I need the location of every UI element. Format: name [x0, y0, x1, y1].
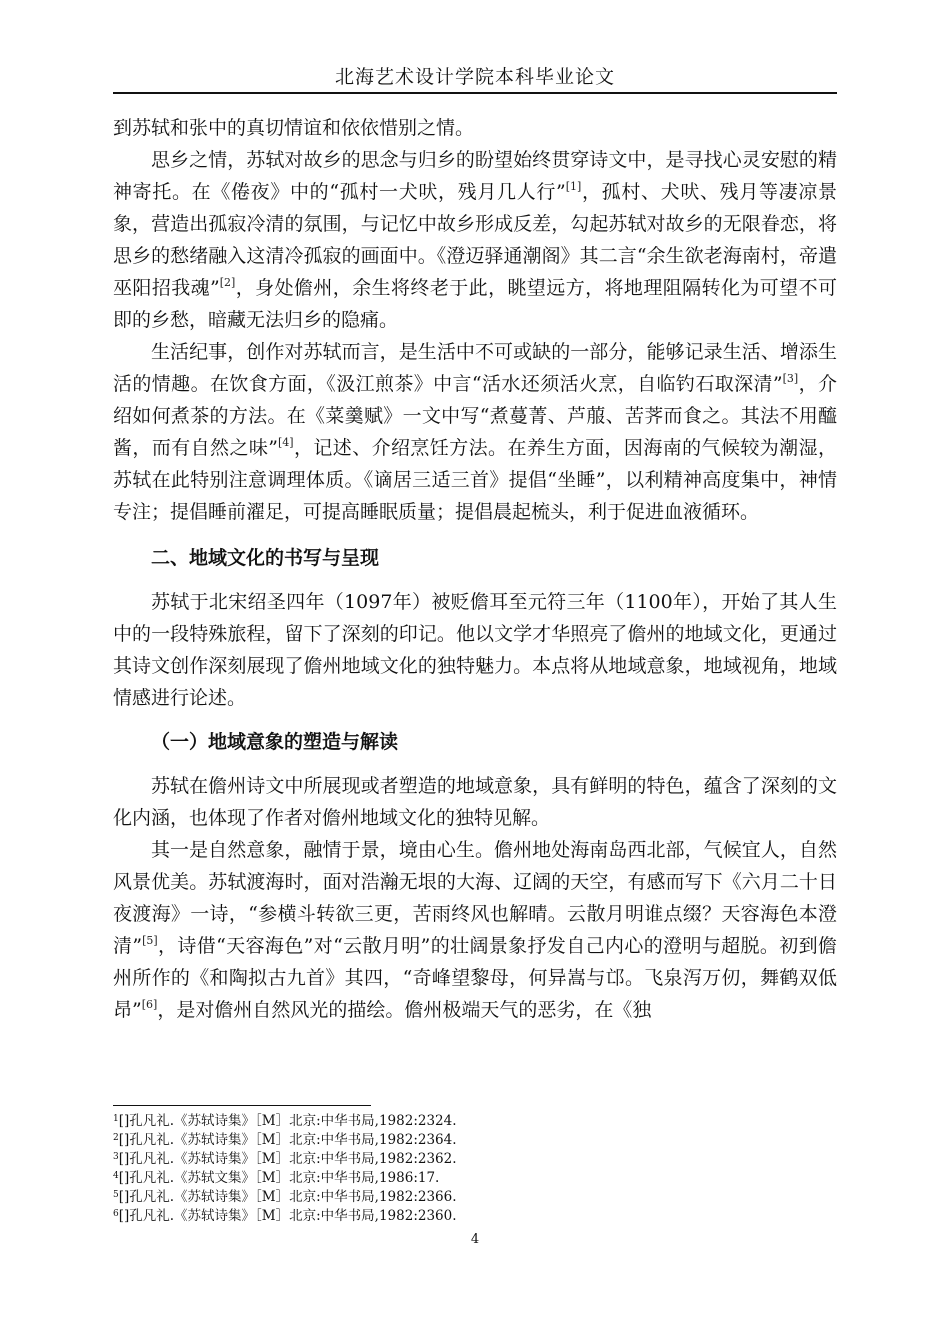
footnote-item — [113, 1169, 837, 1188]
running-header: 北海艺术设计学院本科毕业论文 — [334, 66, 615, 88]
text-run: ，身处儋州，余生将终老于此，眺望远方，将地理阻隔转化为可望不可即的乡愁，暗藏无法归乡的隐痛。 — [113, 277, 837, 331]
citation-ref-6[interactable]: [6] — [141, 998, 158, 1011]
citation-ref-3[interactable]: [3] — [782, 372, 799, 385]
footnote-text: []孔凡礼.《苏轼诗集》［M］北京:中华书局,1982:2362. — [118, 1151, 457, 1167]
subsection-heading: （一）地域意象的塑造与解读 — [151, 731, 399, 753]
paragraph-imagery-intro: 苏轼在儋州诗文中所展现或者塑造的地域意象，具有鲜明的特色，蕴含了深刻的文化内涵，也体现了作者对儋州地域文化的独特见解。 — [113, 775, 837, 829]
footnote-text: []孔凡礼.《苏轼诗集》［M］北京:中华书局,1982:2366. — [118, 1189, 457, 1205]
footnote-item — [113, 1207, 837, 1226]
footnote-number: 6 — [113, 1209, 119, 1219]
text-run: 其一是自然意象，融情于景，境由心生。儋州地处海南岛西北部，气候宜人，自然风景优美。苏轼渡海时，面对浩瀚无垠的大海、辽阔的天空，有感而写下《六月二十日夜渡海》一诗，“参横斗转欲三更，苦雨终风也解晴。云散月明谁点缀？天容海色本澄清” — [113, 839, 837, 957]
paragraph-section-intro: 苏轼于北宋绍圣四年（1097年）被贬儋耳至元符三年（1100年），开始了其人生中的一段特殊旅程，留下了深刻的印记。他以文学才华照亮了儋州的地域文化，更通过其诗文创作深刻展现了儋州地域文化的独特魅力。本点将从地域意象，地域视角，地域情感进行论述。 — [113, 591, 837, 709]
footnote-number: 3 — [113, 1152, 119, 1162]
text-run: ，记述、介绍烹饪方法。在养生方面，因海南的气候较为潮湿，苏轼在此特别注意调理体质。《谪居三适三首》提倡“坐睡”，以利精神高度集中，神情专注；提倡睡前濯足，可提高睡眠质量；提倡晨起梳头，利于促进血液循环。 — [113, 437, 837, 523]
footnote-number: 2 — [113, 1133, 119, 1143]
footnote-item — [113, 1131, 837, 1150]
paragraph-continuation — [113, 112, 837, 144]
spacer — [113, 758, 837, 770]
spacer — [113, 574, 837, 586]
text-run: ，诗借“天容海色”对“云散月明”的壮阔景象抒发自己内心的澄明与超脱。初到儋州所作的《和陶拟古九首》其四，“奇峰望黎母，何异嵩与邙。飞泉泻万仞，舞鹤双低昂” — [113, 935, 837, 1021]
text-run: 到苏轼和张中的真切情谊和依依惜别之情。 — [113, 117, 475, 139]
footnotes — [113, 1112, 837, 1226]
text-run: 生活纪事，创作对苏轼而言，是生活中不可或缺的一部分，能够记录生活、增添生活的情趣。在饮食方面，《汲江煎茶》中言“活水还须活火烹，自临钓石取深清” — [113, 341, 837, 395]
footnote-item — [113, 1112, 837, 1131]
text-run: ，是对儋州自然风光的描绘。儋州极端天气的恶劣，在《独 — [157, 999, 652, 1021]
citation-ref-4[interactable]: [4] — [277, 436, 294, 449]
footnote-text: []孔凡礼.《苏轼文集》［M］北京:中华书局,1986:17. — [118, 1170, 440, 1186]
paragraph-daily-life — [113, 336, 837, 528]
citation-ref-5[interactable]: [5] — [142, 934, 158, 947]
citation-ref-2[interactable]: [2] — [219, 276, 236, 289]
paragraph-homesickness — [113, 144, 837, 336]
footnote-number: 4 — [113, 1171, 119, 1181]
footnote-text: []孔凡礼.《苏轼诗集》［M］北京:中华书局,1982:2324. — [118, 1113, 457, 1129]
body-text — [113, 112, 837, 1026]
footnote-item — [113, 1150, 837, 1169]
footnote-number: 5 — [113, 1190, 119, 1200]
text-run: ，孤村、犬吠、残月等凄凉景象，营造出孤寂冷清的氛围，与记忆中故乡形成反差，勾起苏轼对故乡的无限眷恋，将思乡的愁绪融入这清冷孤寂的画面中。《澄迈驿通潮阁》其二言“余生欲老海南村，帝遣巫阳招我魂” — [113, 181, 837, 299]
header-rule — [113, 92, 837, 94]
text-run: ，介绍如何煮茶的方法。在《菜羹赋》一文中写“煮蔓菁、芦菔、苦荠而食之。其法不用醯酱，而有自然之味” — [113, 373, 837, 459]
footnote-number: 1 — [113, 1114, 119, 1124]
section-heading: 二、地域文化的书写与呈现 — [151, 547, 380, 569]
footnote-text: []孔凡礼.《苏轼诗集》［M］北京:中华书局,1982:2360. — [118, 1208, 457, 1224]
footnote-item — [113, 1188, 837, 1207]
paragraph-natural-imagery — [113, 834, 837, 1026]
spacer — [113, 528, 837, 542]
text-run: 思乡之情，苏轼对故乡的思念与归乡的盼望始终贯穿诗文中，是寻找心灵安慰的精神寄托。在《倦夜》中的“孤村一犬吠，残月几人行” — [113, 149, 837, 203]
footnote-rule — [113, 1105, 371, 1106]
page-number: 4 — [470, 1232, 480, 1247]
footnote-text: []孔凡礼.《苏轼诗集》［M］北京:中华书局,1982:2364. — [118, 1132, 457, 1148]
citation-ref-1[interactable]: [1] — [565, 180, 582, 193]
spacer — [113, 714, 837, 726]
